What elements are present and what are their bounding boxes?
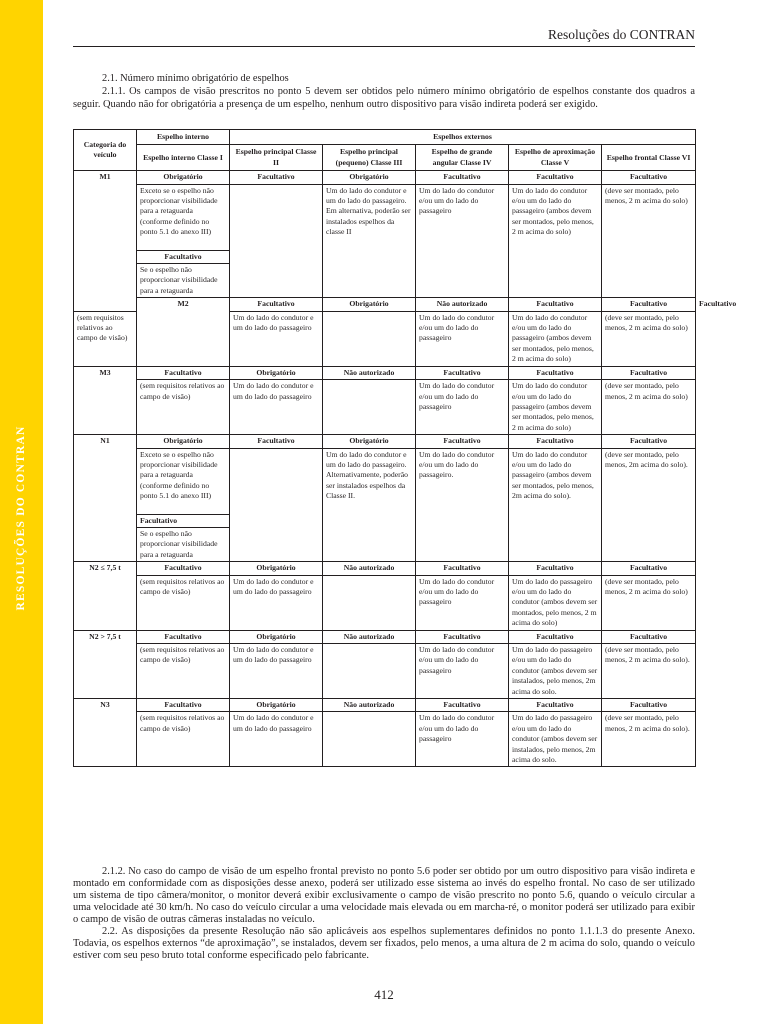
table-status-row: M2 Facultativo Obrigatório Não autorizado Facultativo Facultativo Facultativo xyxy=(74,298,696,311)
paragraph-2-2: 2.2. As disposições da presente Resolução não são aplicáveis aos espelhos suplementares definidos no ponto 1.1.1.3 do presente Anexo. Todavia, os espelhos externos “de aproximação”, se instalados, devem ser fixados, pelo menos, a uma altura de 2 m acima do solo, quando o veículo estiver com seu peso bruto total conforme especificado pelo fabricante. xyxy=(73,926,695,961)
status-cell: Obrigatório xyxy=(137,435,230,448)
closing-section xyxy=(73,866,695,962)
status-cell: Facultativo xyxy=(602,171,696,184)
mirror-requirements-table xyxy=(73,129,737,767)
paragraph-2-1-2: 2.1.2. No caso do campo de visão de um espelho frontal previsto no ponto 5.6 poder ser obtido por um outro dispositivo para visão indireta e montado em conformidade com as disposições desse anexo, poderá ser utilizado esse sistema ao invés do espelho frontal. No caso de ser utilizado um sistema de tipo câmera/monitor, o monitor deverá exibir exclusivamente o campo de visão prescrito no ponto 5.6, quando o veículo circular a uma velocidade até 30 km/h. No caso do veículo circular a uma velocidade mais elevada ou em marcha-ré, o monitor poderá ser utilizado para exibir o campo de visão de outras câmeras instaladas no veículo. xyxy=(73,866,695,925)
detail-cell: (sem requisitos relativos ao campo de visão) xyxy=(137,575,230,630)
status-cell: Obrigatório xyxy=(230,699,323,712)
category-cell: M2 xyxy=(137,298,230,366)
detail-cell: (deve ser montado, pelo menos, 2 m acima do solo) xyxy=(602,184,696,298)
detail-cell: Se o espelho não proporcionar visibilidade para a retaguarda xyxy=(137,527,230,561)
detail-cell xyxy=(230,184,323,298)
status-cell: Facultativo xyxy=(602,298,696,311)
intro-paragraph: 2.1.1. Os campos de visão prescritos no ponto 5 devem ser obtidos pelo número mínimo obrigatório de espelhos constante dos quadros a seguir. Quando não for obrigatória a presença de um espelho, nenhum outro dispositivo para visão indireta poderá ser exigido. xyxy=(73,86,695,110)
table-header-row xyxy=(74,145,696,171)
table-status-row xyxy=(74,435,696,448)
status-cell: Facultativo xyxy=(137,562,230,575)
detail-cell: Exceto se o espelho não proporcionar visibilidade para a retaguarda (conforme definido no ponto 5.1 do anexo III) xyxy=(137,184,230,250)
status-cell: Obrigatório xyxy=(230,630,323,643)
status-cell: Não autorizado xyxy=(323,366,416,379)
detail-cell: Um do lado do passageiro e/ou um do lado do condutor (ambos devem ser instalados, pelo menos, 2m acima do solo. xyxy=(509,644,602,699)
status-cell: Facultativo xyxy=(509,366,602,379)
intro-section xyxy=(73,72,695,111)
detail-cell xyxy=(323,380,416,435)
status-cell: Facultativo xyxy=(416,699,509,712)
detail-cell: Se o espelho não proporcionar visibilidade para a retaguarda xyxy=(137,264,230,298)
table-detail-row xyxy=(74,575,696,630)
category-cell: N2 > 7,5 t xyxy=(74,630,137,698)
header-class-4: Espelho de grande angular Classe IV xyxy=(416,145,509,171)
status-cell: Facultativo xyxy=(416,630,509,643)
table-status-row xyxy=(74,630,696,643)
category-cell: N2 ≤ 7,5 t xyxy=(74,562,137,630)
detail-cell xyxy=(323,644,416,699)
detail-cell xyxy=(323,712,416,767)
sidebar-band xyxy=(0,0,43,1024)
status-cell: Facultativo xyxy=(416,562,509,575)
detail-cell: Um do lado do condutor e/ou um do lado do passageiro xyxy=(416,311,509,366)
detail-cell: Um do lado do condutor e um do lado do passageiro xyxy=(230,712,323,767)
header-class-6: Espelho frontal Classe VI xyxy=(602,145,696,171)
detail-cell: Um do lado do passageiro e/ou um do lado do condutor (ambos devem ser montados, pelo menos, 2 m acima do solo) xyxy=(509,575,602,630)
status-cell: Obrigatório xyxy=(323,435,416,448)
detail-cell: Um do lado do condutor e um do lado do passageiro xyxy=(230,311,323,366)
table-detail-row xyxy=(74,380,696,435)
detail-cell: (sem requisitos relativos ao campo de visão) xyxy=(137,712,230,767)
detail-cell: (deve ser montado, pelo menos, 2 m acima do solo). xyxy=(602,644,696,699)
table-detail-row xyxy=(74,184,696,250)
detail-cell: Um do lado do condutor e/ou um do lado do passageiro xyxy=(416,712,509,767)
detail-cell: (deve ser montado, pelo menos, 2m acima do solo). xyxy=(602,448,696,562)
category-cell: M3 xyxy=(74,366,137,434)
status-cell: Obrigatório xyxy=(230,562,323,575)
status-cell: Obrigatório xyxy=(323,298,416,311)
detail-cell xyxy=(230,448,323,562)
category-cell: N3 xyxy=(74,699,137,767)
detail-cell: (deve ser montado, pelo menos, 2 m acima do solo). xyxy=(602,712,696,767)
status-cell: Não autorizado xyxy=(416,298,509,311)
header-category: Categoria do veículo xyxy=(74,130,137,171)
status-cell: Obrigatório xyxy=(137,171,230,184)
table-detail-row xyxy=(74,448,696,514)
header-class-2: Espelho principal Classe II xyxy=(230,145,323,171)
status-cell: Facultativo xyxy=(509,699,602,712)
page-number: 412 xyxy=(374,987,394,1002)
detail-cell: Um do lado do condutor e/ou um do lado do passageiro (ambos devem ser montados, pelo menos, 2 m acima do solo) xyxy=(509,311,602,366)
table-status-row xyxy=(74,366,696,379)
sidebar-label: RESOLUÇÕES DO CONTRAN xyxy=(15,425,27,611)
detail-cell: Um do lado do condutor e/ou um do lado do passageiro xyxy=(416,184,509,298)
detail-cell: Um do lado do condutor e um do lado do passageiro xyxy=(230,380,323,435)
status-cell: Não autorizado xyxy=(323,630,416,643)
detail-cell: (sem requisitos relativos ao campo de visão) xyxy=(137,380,230,435)
detail-cell: (deve ser montado, pelo menos, 2 m acima do solo) xyxy=(602,311,696,366)
status-cell: Facultativo xyxy=(137,699,230,712)
table-header-row xyxy=(74,130,696,145)
status-cell: Facultativo xyxy=(416,366,509,379)
status-cell: Facultativo xyxy=(230,171,323,184)
running-header: Resoluções do CONTRAN xyxy=(548,27,695,42)
status-cell: Facultativo xyxy=(602,435,696,448)
status-cell: Obrigatório xyxy=(323,171,416,184)
category-cell: N1 xyxy=(74,435,137,562)
table-status-row xyxy=(74,562,696,575)
table-status-row xyxy=(74,699,696,712)
header-class-5: Espelho de aproximação Classe V xyxy=(509,145,602,171)
detail-cell: Um do lado do passageiro e/ou um do lado do condutor (ambos devem ser instalados, pelo menos, 2m acima do solo. xyxy=(509,712,602,767)
detail-cell: Um do lado do condutor e/ou um do lado do passageiro xyxy=(416,644,509,699)
detail-cell: Um do lado do condutor e/ou um do lado do passageiro. xyxy=(416,448,509,562)
detail-cell: Um do lado do condutor e um do lado do passageiro xyxy=(230,644,323,699)
header-class-3: Espelho principal (pequeno) Classe III xyxy=(323,145,416,171)
detail-cell: Um do lado do condutor e/ou um do lado do passageiro (ambos devem ser montados, pelo menos, 2m acima do solo). xyxy=(509,448,602,562)
header-internal-group: Espelho interno xyxy=(137,130,230,145)
status-cell: Facultativo xyxy=(137,250,230,263)
detail-cell: (deve ser montado, pelo menos, 2 m acima do solo) xyxy=(602,575,696,630)
table-status-row xyxy=(74,171,696,184)
detail-cell: Um do lado do condutor e um do lado do passageiro xyxy=(230,575,323,630)
table-detail-row xyxy=(74,644,696,699)
detail-cell: (sem requisitos relativos ao campo de visão) xyxy=(137,644,230,699)
detail-cell: Um do lado do condutor e um do lado do passageiro. Alternativamente, poderão ser instalados espelhos da Classe II. xyxy=(323,448,416,562)
status-cell: Facultativo xyxy=(230,435,323,448)
status-cell: Facultativo xyxy=(602,562,696,575)
status-cell: Não autorizado xyxy=(323,562,416,575)
status-cell: Facultativo xyxy=(416,435,509,448)
section-heading: 2.1. Número mínimo obrigatório de espelhos xyxy=(102,73,289,84)
detail-cell: (deve ser montado, pelo menos, 2 m acima do solo) xyxy=(602,380,696,435)
table-detail-row xyxy=(74,712,696,767)
detail-cell: Um do lado do condutor e/ou um do lado do passageiro xyxy=(416,575,509,630)
status-cell: Facultativo xyxy=(602,699,696,712)
status-cell: Facultativo xyxy=(509,298,602,311)
detail-cell: Um do lado do condutor e/ou um do lado do passageiro (ambos devem ser montados, pelo menos, 2 m acima do solo) xyxy=(509,380,602,435)
status-cell: Facultativo xyxy=(230,298,323,311)
header-external-group: Espelhos externos xyxy=(230,130,696,145)
status-cell: Obrigatório xyxy=(230,366,323,379)
status-cell: Facultativo xyxy=(137,630,230,643)
status-cell: Facultativo xyxy=(416,171,509,184)
status-cell: Facultativo xyxy=(509,562,602,575)
status-cell: Facultativo xyxy=(509,435,602,448)
status-cell: Facultativo xyxy=(137,514,230,527)
detail-cell xyxy=(323,311,416,366)
header-class-1: Espelho interno Classe I xyxy=(137,145,230,171)
status-cell: Facultativo xyxy=(137,366,230,379)
header-divider xyxy=(73,46,695,47)
status-cell: Facultativo xyxy=(509,630,602,643)
detail-cell: (sem requisitos relativos ao campo de visão) xyxy=(74,311,137,366)
detail-cell: Exceto se o espelho não proporcionar visibilidade para a retaguarda (conforme definido no ponto 5.1 do anexo III) xyxy=(137,448,230,514)
status-cell: Não autorizado xyxy=(323,699,416,712)
detail-cell xyxy=(323,575,416,630)
status-cell: Facultativo xyxy=(602,366,696,379)
status-cell: Facultativo xyxy=(509,171,602,184)
detail-cell: Um do lado do condutor e/ou um do lado do passageiro (ambos devem ser montados, pelo menos, 2 m acima do solo) xyxy=(509,184,602,298)
detail-cell: Um do lado do condutor e um do lado do passageiro. Em alternativa, poderão ser instalados espelhos da classe II xyxy=(323,184,416,298)
status-cell: Facultativo xyxy=(602,630,696,643)
category-cell: M1 xyxy=(74,171,137,311)
detail-cell: Um do lado do condutor e/ou um do lado do passageiro xyxy=(416,380,509,435)
